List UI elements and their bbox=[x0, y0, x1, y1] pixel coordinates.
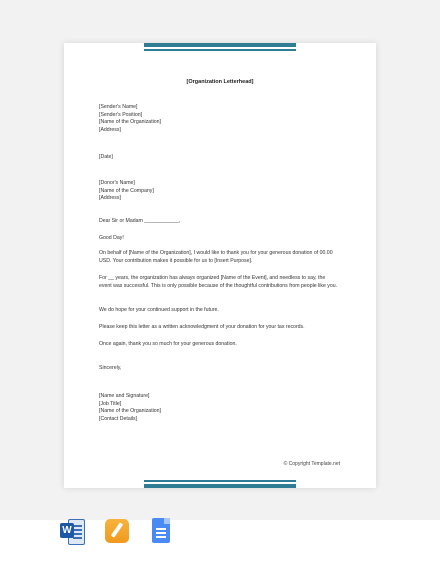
recipient-name: [Donor's Name] bbox=[99, 180, 135, 186]
signature-contact: [Contact Details] bbox=[99, 415, 138, 422]
header-rule-thin bbox=[144, 49, 296, 51]
date-block bbox=[99, 154, 339, 162]
word-letter-badge: W bbox=[60, 523, 74, 538]
signature-organization: [Name of the Organization] bbox=[99, 408, 161, 415]
copyright-notice: © Copyright Template.net bbox=[283, 461, 340, 467]
letterhead-heading: [Organization Letterhead] bbox=[186, 79, 254, 85]
letter-page bbox=[64, 43, 376, 488]
paragraph-text: Once again, thank you so much for your generous donation. bbox=[99, 341, 237, 347]
body-paragraph-3 bbox=[99, 307, 339, 315]
body-paragraph-5 bbox=[99, 341, 339, 349]
signature-block bbox=[99, 393, 339, 423]
closing-text: Sincerely, bbox=[99, 365, 122, 371]
footer-rule bbox=[144, 484, 296, 488]
header-rule bbox=[144, 43, 296, 47]
paragraph-text: Please keep this letter as a written acknowledgment of your donation for your tax records. bbox=[99, 324, 305, 330]
date-line: [Date] bbox=[99, 154, 113, 160]
paragraph-text: We do hope for your continued support in the future. bbox=[99, 307, 219, 313]
recipient-block bbox=[99, 180, 339, 203]
recipient-address: [Address] bbox=[99, 195, 121, 202]
closing bbox=[99, 365, 339, 373]
pages-icon[interactable] bbox=[105, 518, 131, 544]
paragraph-text: For __ years, the organization has always organized [Name of the Event], and needless to say, the event was successful. This is only possible because of the thoughtful contributions from people like you. bbox=[99, 275, 338, 289]
signature-name: [Name and Signature] bbox=[99, 393, 150, 399]
sender-position: [Sender's Position] bbox=[99, 111, 143, 118]
google-docs-icon[interactable] bbox=[148, 518, 174, 544]
recipient-company: [Name of the Company] bbox=[99, 187, 154, 194]
page-fold bbox=[164, 518, 170, 524]
body-paragraph-4 bbox=[99, 324, 339, 332]
footer-rule-thin bbox=[144, 480, 296, 482]
salutation bbox=[99, 218, 339, 226]
word-icon[interactable] bbox=[60, 518, 86, 544]
signature-title: [Job Title] bbox=[99, 400, 122, 407]
greeting-text: Good Day! bbox=[99, 235, 124, 241]
paragraph-text: On behalf of [Name of the Organization], I would like to thank you for your generous donation of 00.00 USD. Your contribution makes it possible for us to [Insert Purpose]. bbox=[99, 250, 333, 264]
salutation-text: Dear Sir or Madam ____________, bbox=[99, 218, 181, 224]
sender-block bbox=[99, 104, 339, 134]
sender-address: [Address] bbox=[99, 126, 121, 133]
sender-name: [Sender's Name] bbox=[99, 104, 138, 110]
greeting bbox=[99, 235, 339, 243]
body-paragraph-2 bbox=[99, 275, 339, 290]
body-paragraph-1 bbox=[99, 250, 339, 265]
sender-organization: [Name of the Organization] bbox=[99, 119, 161, 126]
google-docs-sheet bbox=[152, 518, 170, 543]
